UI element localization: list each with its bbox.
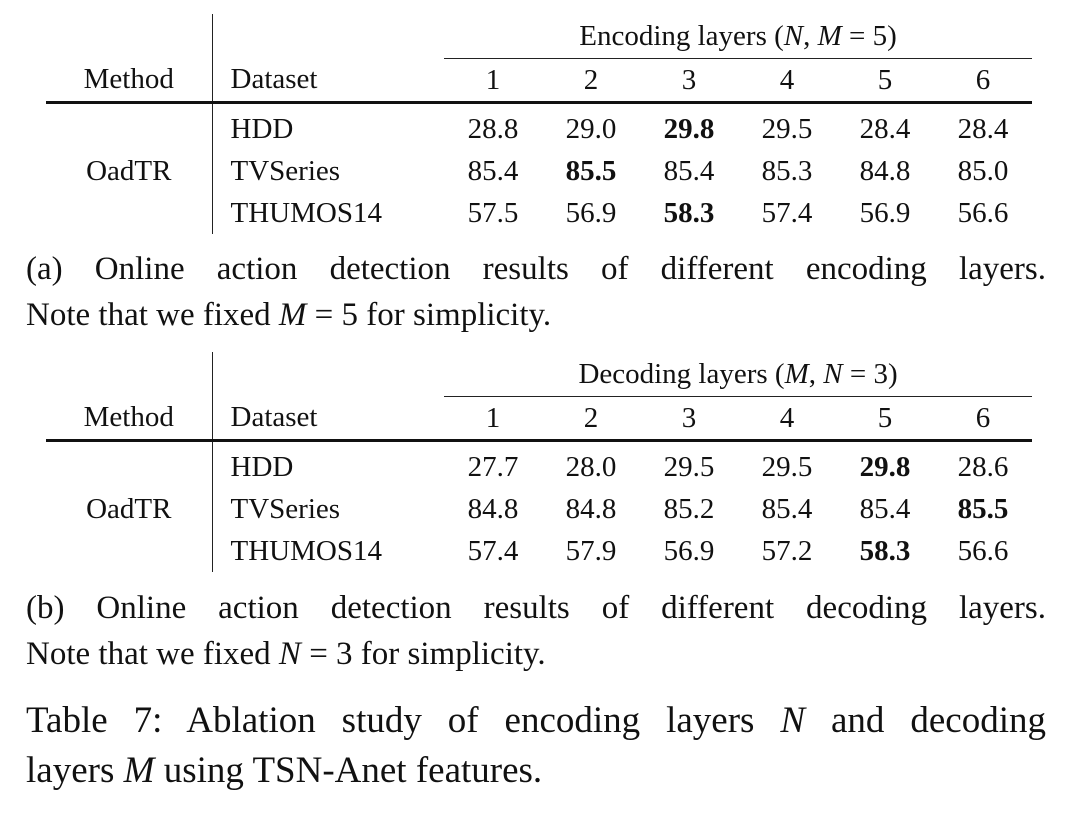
dataset-cell: THUMOS14 <box>230 534 382 567</box>
value-cell: 56.9 <box>565 196 617 229</box>
value-cell: 29.8 <box>663 112 715 145</box>
value-cell: 28.0 <box>565 450 617 483</box>
table-row <box>46 441 1032 489</box>
value-cell: 29.5 <box>761 450 813 483</box>
value-cell: 28.6 <box>957 450 1009 483</box>
table-a-dataset-header: Dataset <box>212 59 444 103</box>
table-b <box>46 352 1032 572</box>
table-b-layer-header: 4 <box>738 397 836 441</box>
value-cell: 28.4 <box>957 112 1009 145</box>
table-b-caption <box>26 585 1046 677</box>
value-cell: 58.3 <box>663 196 715 229</box>
table-b-layer-header: 1 <box>444 397 542 441</box>
value-cell: 84.8 <box>859 154 911 187</box>
value-cell: 56.9 <box>663 534 715 567</box>
table-a-method-cell: OadTR <box>46 103 212 235</box>
value-cell: 58.3 <box>859 534 911 567</box>
table-row <box>46 103 1032 151</box>
caption-line: Table 7: Ablation study of encoding layers N and decoding <box>26 700 1046 741</box>
value-cell: 85.0 <box>957 154 1009 187</box>
value-cell: 29.5 <box>761 112 813 145</box>
value-cell: 85.5 <box>565 154 617 187</box>
table-a-layer-header: 2 <box>542 59 640 103</box>
value-cell: 56.9 <box>859 196 911 229</box>
table-a-layer-header: 3 <box>640 59 738 103</box>
value-cell: 85.4 <box>761 492 813 525</box>
table-b-method-header: Method <box>46 397 212 441</box>
dataset-cell: HDD <box>230 450 294 483</box>
value-cell: 57.5 <box>467 196 519 229</box>
caption-line: (a) Online action detection results of different encoding layers. <box>26 251 1046 287</box>
value-cell: 85.5 <box>957 492 1009 525</box>
value-cell: 57.4 <box>761 196 813 229</box>
value-cell: 85.3 <box>761 154 813 187</box>
table-a <box>46 14 1032 234</box>
table-a-layer-header: 6 <box>934 59 1032 103</box>
value-cell: 85.4 <box>467 154 519 187</box>
table-a-layer-header: 5 <box>836 59 934 103</box>
table-b-layer-header: 2 <box>542 397 640 441</box>
value-cell: 57.9 <box>565 534 617 567</box>
value-cell: 29.5 <box>663 450 715 483</box>
table-a-method-header: Method <box>46 59 212 103</box>
group-header-text: Encoding layers (N, M = 5) <box>579 19 897 52</box>
main-table-caption <box>26 696 1046 796</box>
table-b-layer-header: 5 <box>836 397 934 441</box>
caption-line: Note that we fixed N = 3 for simplicity. <box>26 636 546 672</box>
value-cell: 84.8 <box>565 492 617 525</box>
caption-line: layers M using TSN-Anet features. <box>26 750 543 791</box>
group-header-text: Decoding layers (M, N = 3) <box>578 357 898 390</box>
value-cell: 85.4 <box>859 492 911 525</box>
value-cell: 85.4 <box>663 154 715 187</box>
dataset-cell: THUMOS14 <box>230 196 382 229</box>
value-cell: 84.8 <box>467 492 519 525</box>
table-a-group-header <box>444 14 1032 59</box>
decoding-layers-table <box>46 352 1018 572</box>
caption-line: (b) Online action detection results of different decoding layers. <box>26 590 1046 626</box>
dataset-cell: TVSeries <box>230 154 341 187</box>
value-cell: 57.2 <box>761 534 813 567</box>
value-cell: 28.4 <box>859 112 911 145</box>
table-b-layer-header: 6 <box>934 397 1032 441</box>
table-b-group-header <box>444 352 1032 397</box>
encoding-layers-table <box>46 14 1018 234</box>
value-cell: 57.4 <box>467 534 519 567</box>
value-cell: 85.2 <box>663 492 715 525</box>
dataset-cell: HDD <box>230 112 294 145</box>
table-b-method-cell: OadTR <box>46 441 212 573</box>
value-cell: 29.0 <box>565 112 617 145</box>
table-a-layer-header: 1 <box>444 59 542 103</box>
table-b-dataset-header: Dataset <box>212 397 444 441</box>
caption-line: Note that we fixed M = 5 for simplicity. <box>26 297 552 333</box>
table-a-layer-header: 4 <box>738 59 836 103</box>
table-a-caption <box>26 246 1046 338</box>
value-cell: 28.8 <box>467 112 519 145</box>
value-cell: 56.6 <box>957 534 1009 567</box>
dataset-cell: TVSeries <box>230 492 341 525</box>
value-cell: 27.7 <box>467 450 519 483</box>
value-cell: 29.8 <box>859 450 911 483</box>
value-cell: 56.6 <box>957 196 1009 229</box>
table-b-layer-header: 3 <box>640 397 738 441</box>
